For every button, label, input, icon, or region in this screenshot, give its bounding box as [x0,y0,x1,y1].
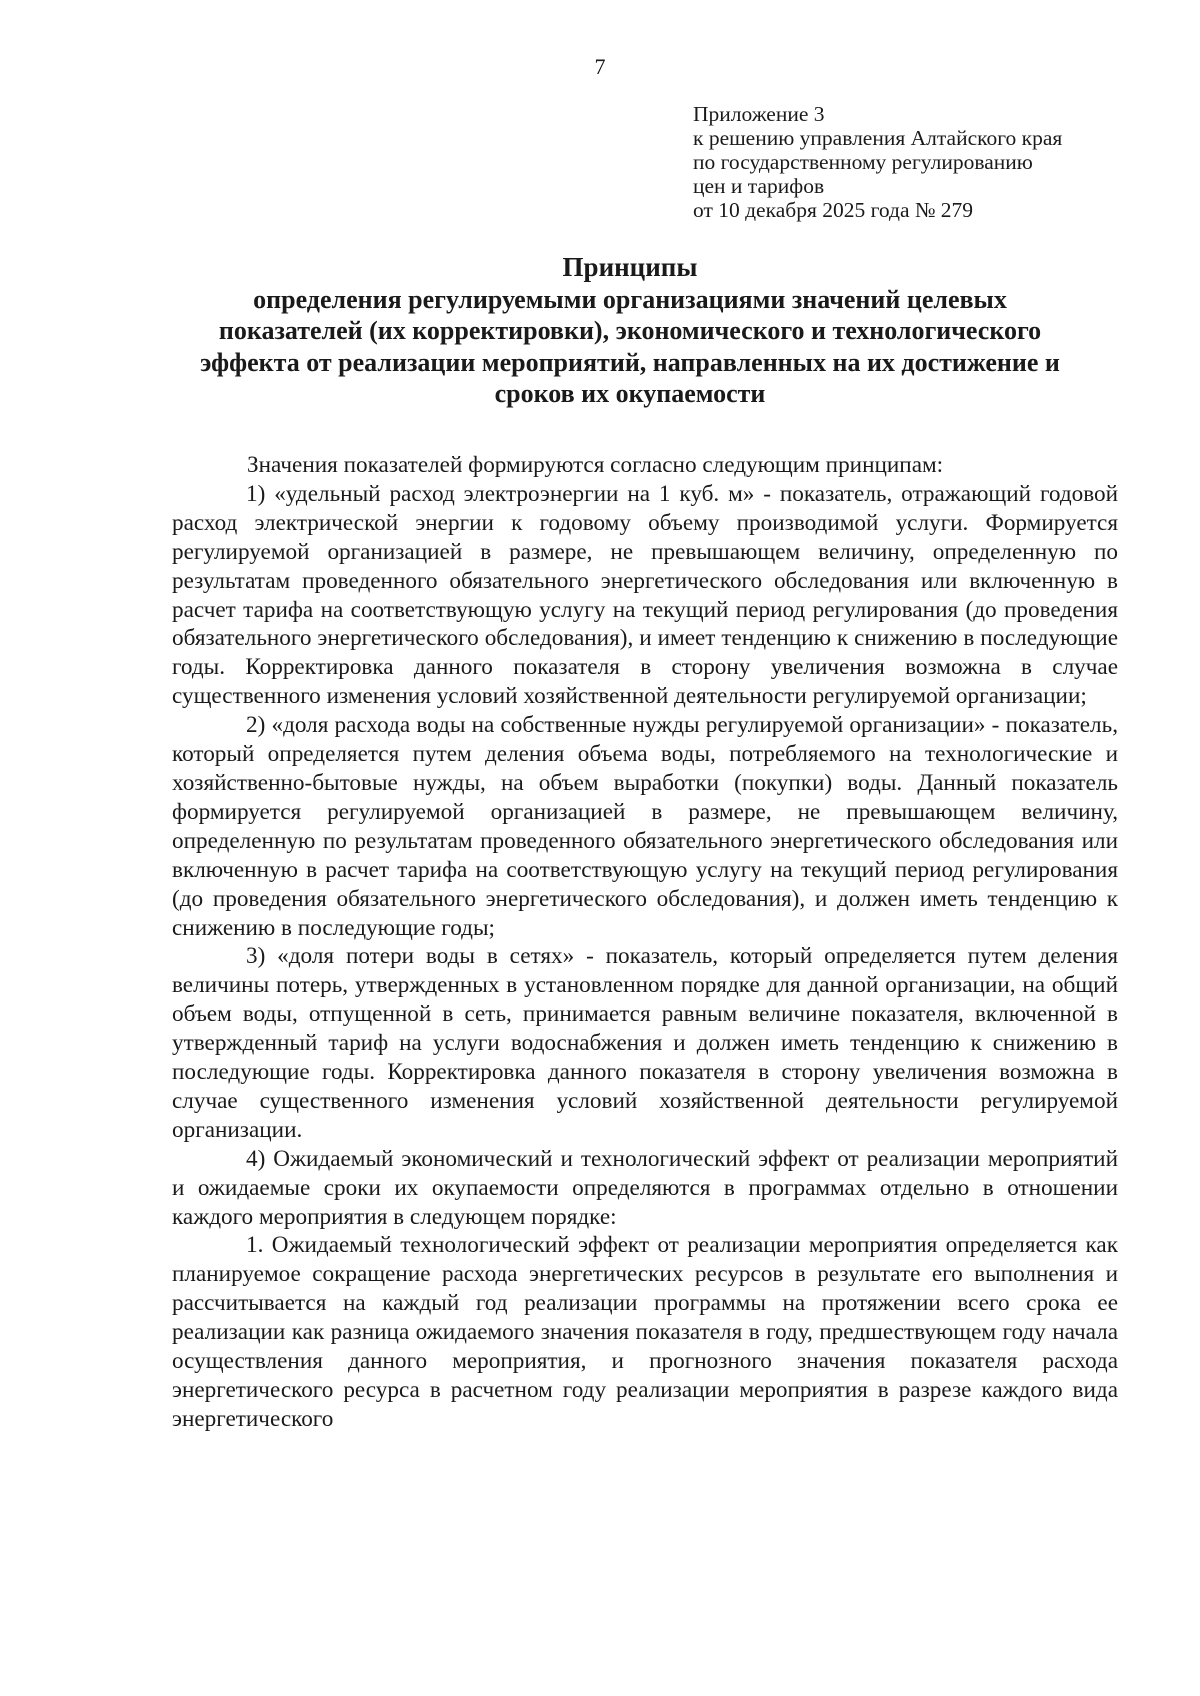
title-line: определения регулируемыми организациями значений целевых [253,284,1007,314]
paragraph-item-1: 1) «удельный расход электроэнергии на 1 куб. м» - показатель, отражающий годовой расход электрической энергии к годовому объему производимой услуги. Формируется регулируемой организацией в размере, не превышающем величину, определенную по результатам проведенного обязательного энергетического обследования или включенную в расчет тарифа на соответствующую услугу на текущий период регулирования (до проведения обязательного энергетического обследования), и имеет тенденцию к снижению в последующие годы. Корректировка данного показателя в сторону увеличения возможна в случае существенного изменения условий хозяйственной деятельности регулируемой организации; [172,480,1118,710]
paragraph-item-4: 4) Ожидаемый экономический и технологический эффект от реализации мероприятий и ожидаемые сроки их окупаемости определяются в программах отдельно в отношении каждого мероприятия в следующем порядке: [172,1145,1118,1230]
appendix-line: Приложение 3 [693,102,825,126]
appendix-line: от 10 декабря 2025 года № 279 [693,198,973,222]
appendix-line: цен и тарифов [693,174,825,198]
appendix-header [693,102,1153,222]
title-line: сроков их окупаемости [494,379,766,408]
document-body [172,451,1118,1434]
paragraph-subitem-1: 1. Ожидаемый технологический эффект от реализации мероприятия определяется как планируемое сокращение расхода энергетических ресурсов в результате его выполнения и рассчитывается на каждый год реализации программы на протяжении всего срока ее реализации как разница ожидаемого значения показателя в году, предшествующем году начала осуществления данного мероприятия, и прогнозного значения показателя расхода энергетического ресурса в расчетном году реализации мероприятия в разрезе каждого вида энергетического [172,1232,1118,1432]
appendix-line: к решению управления Алтайского края [693,126,1063,150]
paragraph-item-2: 2) «доля расхода воды на собственные нужды регулируемой организации» - показатель, который определяется путем деления объема воды, потребляемого на технологические и хозяйственно-бытовые нужды, на объем выработки (покупки) воды. Данный показатель формируется регулируемой организацией в размере, не превышающем величину, определенную по результатам проведенного обязательного энергетического обследования или включенную в расчет тарифа на соответствующую услугу на текущий период регулирования (до проведения обязательного энергетического обследования), и должен иметь тенденцию к снижению в последующие годы; [172,712,1118,941]
document-title [150,252,1110,410]
paragraph-item-3: 3) «доля потери воды в сетях» - показатель, который определяется путем деления величины потерь, утвержденных в установленном порядке для данной организации, на общий объем воды, отпущенной в сеть, принимается равным величине показателя, включенной в утвержденный тариф на услуги водоснабжения и должен иметь тенденцию к снижению в последующие годы. Корректировка данного показателя в сторону увеличения возможна в случае существенного изменения условий хозяйственной деятельности регулируемой организации. [172,943,1118,1143]
title-line: эффекта от реализации мероприятий, направленных на их достижение и [200,347,1060,377]
intro-paragraph: Значения показателей формируются согласно следующим принципам: [247,452,944,478]
title-line: показателей (их корректировки), экономического и технологического [218,316,1042,345]
appendix-line: по государственному регулированию [693,150,1033,174]
page-number: 7 [594,54,606,79]
title-main: Принципы [562,252,698,282]
